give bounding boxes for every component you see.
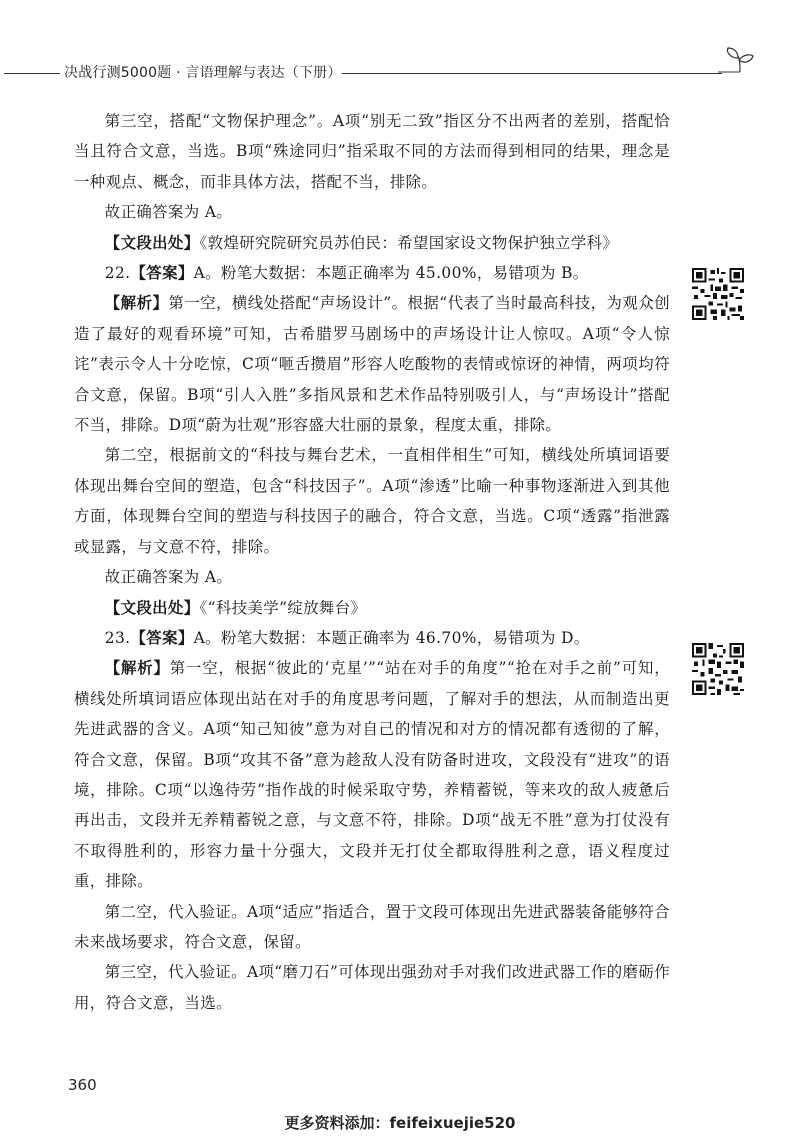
paragraph (74, 440, 670, 562)
paragraph-text: 故正确答案为 A。 (104, 203, 233, 222)
paragraph-text: 故正确答案为 A。 (104, 568, 233, 587)
answer-label: 【答案】 (130, 628, 194, 647)
answer-label: 【答案】 (130, 264, 194, 283)
header-rule-right (342, 73, 722, 74)
source-label: 【文段出处】 (104, 598, 200, 617)
source-text: 《敦煌研究院研究员苏伯民：希望国家设文物保护独立学科》 (199, 233, 619, 252)
book-title: 决战行测5000题 · 言语理解与表达（下册） (64, 65, 342, 81)
analysis-label: 【解析】 (104, 294, 169, 313)
analysis-text: 第一空，根据“彼此的‘克星’”“站在对手的角度”“抢在对手之前”可知，横线处所填词语应体现出站在对手的角度思考问题，了解对手的想法，从而制造出更先进武器的含义。A项“知己知彼”意为对自己的情况和对方的情况都有透彻的了解，符合文意，保留。B项“攻其不备”意为趁敌人没有防备时进攻，文段没有“进攻”的语境，排除。C项“以逸待劳”指作战的时候采取守势，养精蓄锐，等来攻的敌人疲惫后再出击，文段并无养精蓄锐之意，与文意不符，排除。D项“战无不胜”意为打仗没有不取得胜利的，形容力量十分强大，文段并无打仗全都取得胜利之意，语义程度过重，排除。 (74, 659, 670, 891)
source-line (74, 593, 670, 623)
paragraph-text: 第三空，搭配“文物保护理念”。A项“别无二致”指区分不出两者的差别，搭配恰当且符合文意，当选。B项“殊途同归”指采取不同的方法而得到相同的结果，理念是一种观点、概念，而非具体方法，搭配不当，排除。 (74, 112, 670, 191)
question-number: 22. (104, 264, 131, 283)
qr-code-icon[interactable] (692, 643, 744, 695)
analysis-label: 【解析】 (104, 659, 170, 678)
answer-text: A。粉笔大数据：本题正确率为 45.00%，易错项为 B。 (193, 264, 589, 283)
paragraph (74, 957, 670, 1018)
paragraph (74, 197, 670, 227)
main-content (74, 106, 670, 1018)
paragraph-text: 第二空，代入验证。A项“适应”指适合，置于文段可体现出先进武器装备能够符合未来战场要求，符合文意，保留。 (74, 902, 670, 951)
answer-line (74, 623, 670, 653)
header-rule-left (4, 73, 60, 74)
paragraph (74, 562, 670, 592)
analysis-text: 第一空，横线处搭配“声场设计”。根据“代表了当时最高科技，为观众创造了最好的观看环境”可知，古希腊罗马剧场中的声场设计让人惊叹。A项“令人惊诧”表示令人十分吃惊，C项“咂舌攒眉”形容人吃酸物的表情或惊讶的神情，两项均符合文意，保留。B项“引人入胜”多指风景和艺术作品特别吸引人，与“声场设计”搭配不当，排除。D项“蔚为壮观”形容盛大壮丽的景象，程度太重，排除。 (74, 294, 670, 435)
paragraph-text: 第二空，根据前文的“科技与舞台艺术，一直相伴相生”可知，横线处所填词语要体现出舞台空间的塑造，包含“科技因子”。A项“渗透”比喻一种事物逐渐进入到其他方面，体现舞台空间的塑造与科技因子的融合，符合文意，当选。C项“透露”指泄露或显露，与文意不符，排除。 (74, 446, 671, 556)
footer-note: 更多资料添加：feifeixuejie520 (284, 1114, 516, 1132)
question-number: 23. (104, 628, 131, 647)
page-number: 360 (68, 1076, 97, 1094)
running-header (0, 60, 800, 90)
source-label: 【文段出处】 (104, 233, 200, 252)
paragraph (74, 106, 670, 197)
paragraph (74, 897, 670, 958)
answer-line (74, 258, 670, 288)
answer-text: A。粉笔大数据：本题正确率为 46.70%，易错项为 D。 (193, 628, 590, 647)
analysis-paragraph (74, 653, 670, 896)
qr-code-icon[interactable] (692, 268, 744, 320)
paragraph-text: 第三空，代入验证。A项“磨刀石”可体现出强劲对手对我们改进武器工作的磨砺作用，符合文意，当选。 (74, 963, 670, 1012)
source-text: 《“科技美学”绽放舞台》 (199, 598, 367, 617)
source-line (74, 228, 670, 258)
sprout-icon (716, 46, 756, 80)
analysis-paragraph (74, 288, 670, 440)
